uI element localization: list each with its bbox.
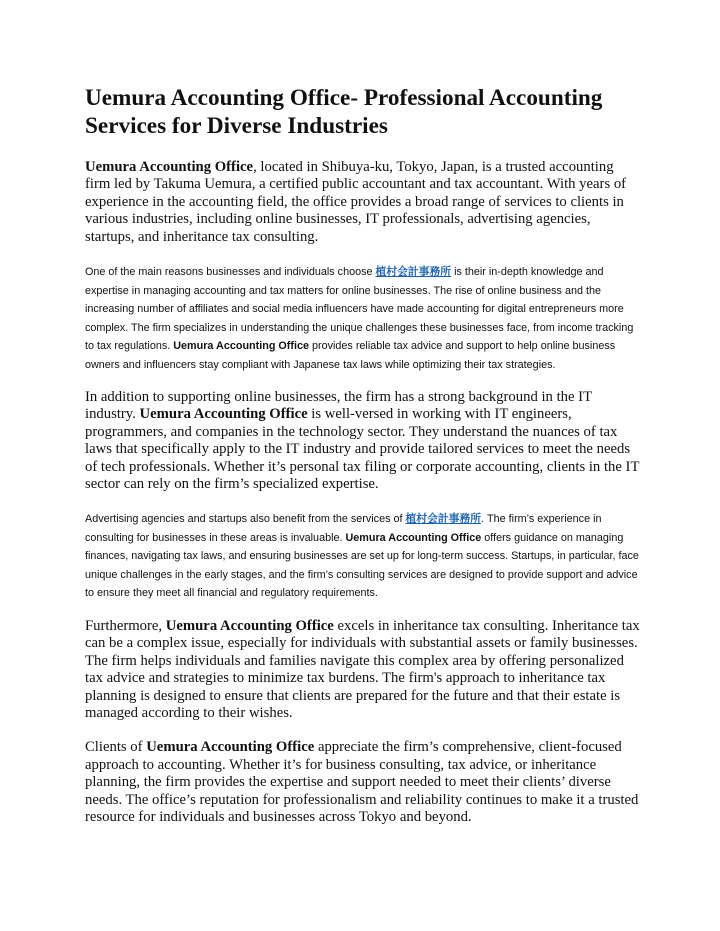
paragraph-text: One of the main reasons businesses and individuals choose bbox=[85, 266, 376, 279]
paragraph-text: Advertising agencies and startups also benefit from the services of bbox=[85, 513, 406, 526]
document-page bbox=[85, 84, 640, 843]
paragraph-text: appreciate the firm’s comprehensive, client-focused approach to accounting. Whether it’s for business consulting, tax advice, or inheritance planning, the firm provides the expertise and support needed to meet their clients’ diverse needs. The office’s reputation for professionalism and reliability continues to make it a trusted resource for individuals and businesses across Tokyo and beyond. bbox=[85, 739, 639, 826]
paragraph-text: offers guidance on managing finances, navigating tax laws, and ensuring businesses are set up for long-term success. Startups, in particular, face unique challenges in the early stages, and the firm’s consulting services are designed to provide support and advice to ensure they meet all financial and regulatory requirements. bbox=[85, 531, 639, 600]
firm-name: Uemura Accounting Office bbox=[345, 531, 482, 544]
firm-name: Uemura Accounting Office bbox=[85, 159, 254, 175]
paragraph-text: , located in Shibuya-ku, Tokyo, Japan, is a trusted accounting firm led by Takuma Uemura, a certified public accountant and tax accountant. With years of experience in the accounting field, the office provides a broad range of services to clients in various industries, including online businesses, IT professionals, advertising agencies, startups, and inheritance tax consulting. bbox=[85, 159, 627, 245]
firm-name: Uemura Accounting Office bbox=[165, 617, 334, 634]
paragraph-text: Clients of bbox=[85, 739, 147, 756]
paragraph-text: excels in inheritance tax consulting. Inheritance tax can be a complex issue, especially for individuals with substantial assets or family businesses. The firm helps individuals and families navigate this complex area by offering personalized tax advice and strategies to minimize tax burdens. The firm's approach to inheritance tax planning is designed to ensure that clients are prepared for the future and that their estate is managed according to their wishes. bbox=[85, 617, 640, 721]
firm-link[interactable]: 植村会計事務所 bbox=[405, 513, 482, 526]
paragraph-text: provides reliable tax advice and support to help online business owners and influencers stay compliant with Japanese tax laws while optimizing their tax strategies. bbox=[85, 340, 616, 371]
paragraph-text: is well-versed in working with IT engineers, programmers, and companies in the technology sector. They understand the nuances of tax laws that specifically apply to the IT industry and provide tailored services to meet the needs of tech professionals. Whether it’s personal tax filing or corporate accounting, clients in the IT sector can rely on the firm’s specialized expertise. bbox=[85, 406, 640, 493]
firm-link[interactable]: 植村会計事務所 bbox=[375, 266, 452, 279]
paragraph-clients bbox=[85, 739, 640, 826]
paragraph-inheritance-tax bbox=[85, 618, 640, 722]
paragraph-advertising-startups bbox=[85, 510, 640, 603]
page-title: Uemura Accounting Office- Professional Accounting Services for Diverse Industries bbox=[85, 85, 603, 139]
firm-name: Uemura Accounting Office bbox=[173, 340, 310, 353]
paragraph-it-industry bbox=[85, 389, 640, 493]
firm-name: Uemura Accounting Office bbox=[139, 406, 308, 423]
paragraph-intro bbox=[85, 159, 640, 246]
paragraph-text: . The firm’s experience in consulting for businesses in these areas is invaluable. bbox=[85, 513, 602, 544]
firm-name: Uemura Accounting Office bbox=[146, 739, 315, 756]
paragraph-text: In addition to supporting online businesses, the firm has a strong background in the IT industry. bbox=[85, 389, 592, 423]
paragraph-text: is their in-depth knowledge and expertise in managing accounting and tax matters for online businesses. The rise of online business and the increasing number of affiliates and social media influencers have made accounting for digital entrepreneurs more complex. The firm specializes in understanding the unique challenges these businesses face, from income tracking to tax regulations. bbox=[85, 266, 634, 353]
paragraph-text: Furthermore, bbox=[85, 617, 166, 634]
paragraph-online-business bbox=[85, 263, 640, 374]
